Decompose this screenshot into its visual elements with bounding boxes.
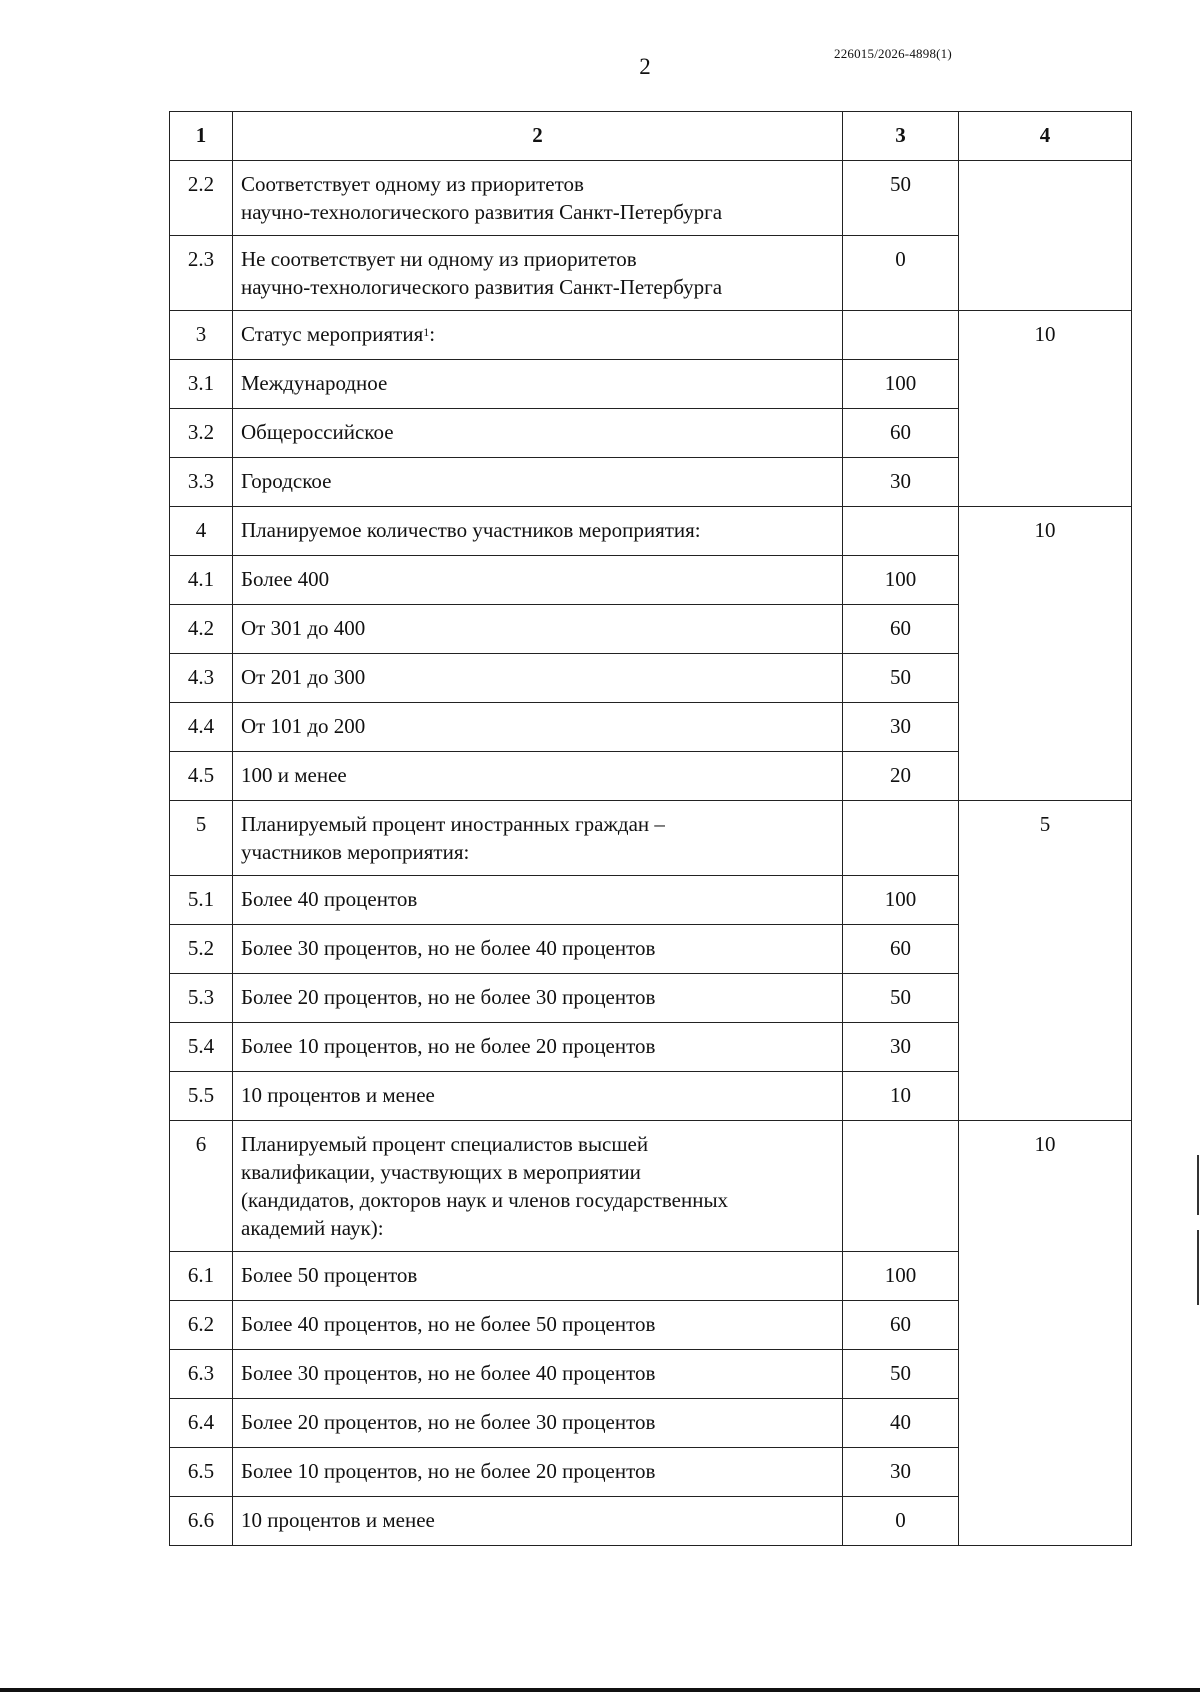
row-weight: [959, 161, 1132, 311]
row-text: Более 20 процентов, но не более 30 процентов: [233, 974, 843, 1023]
row-score: 40: [843, 1399, 959, 1448]
row-weight: 5: [959, 801, 1132, 1121]
footnote-marker: 1: [423, 325, 430, 339]
row-number: 4.1: [170, 556, 233, 605]
column-header: 1: [170, 112, 233, 161]
row-number: 3.1: [170, 360, 233, 409]
table-row: [170, 311, 1132, 360]
row-text-suffix: :: [429, 322, 436, 346]
row-number: 6.4: [170, 1399, 233, 1448]
row-score: 100: [843, 1252, 959, 1301]
row-text: Более 30 процентов, но не более 40 процентов: [233, 1350, 843, 1399]
row-score: 20: [843, 752, 959, 801]
scan-margin-mark: [1197, 1155, 1199, 1215]
row-number: 4.5: [170, 752, 233, 801]
row-text: 10 процентов и менее: [233, 1072, 843, 1121]
page-number: 2: [639, 54, 651, 79]
row-score: 30: [843, 1023, 959, 1072]
row-number: 6.6: [170, 1497, 233, 1546]
scan-margin-mark: [1197, 1230, 1199, 1305]
row-text: Планируемое количество участников мероприятия:: [233, 507, 843, 556]
column-header: 3: [843, 112, 959, 161]
row-number: 6.3: [170, 1350, 233, 1399]
row-number: 2.3: [170, 236, 233, 311]
row-score: 50: [843, 1350, 959, 1399]
row-score: 0: [843, 236, 959, 311]
row-number: 3.3: [170, 458, 233, 507]
row-text: Городское: [233, 458, 843, 507]
row-score: 100: [843, 556, 959, 605]
row-score: 100: [843, 876, 959, 925]
row-number: 6: [170, 1121, 233, 1252]
table-row: [170, 1121, 1132, 1252]
row-number: 2.2: [170, 161, 233, 236]
row-text-line: Соответствует одному из приоритетов научно-технологического развития Санкт-Петербурга: [241, 172, 723, 224]
criteria-table: [169, 111, 1132, 1546]
table-row: [170, 801, 1132, 876]
row-score: [843, 1121, 959, 1252]
row-text: От 201 до 300: [233, 654, 843, 703]
row-number: 5.1: [170, 876, 233, 925]
row-number: 4.3: [170, 654, 233, 703]
row-text: Более 50 процентов: [233, 1252, 843, 1301]
row-score: 0: [843, 1497, 959, 1546]
column-header: 2: [233, 112, 843, 161]
row-score: 50: [843, 974, 959, 1023]
row-score: 100: [843, 360, 959, 409]
row-score: 50: [843, 161, 959, 236]
document-id: 226015/2026-4898(1): [834, 46, 952, 61]
row-text-line: Не соответствует ни одному из приоритетов научно-технологического развития Санкт-Петербурга: [241, 247, 723, 299]
row-text-main: Статус мероприятия: [241, 322, 424, 346]
row-text: От 301 до 400: [233, 605, 843, 654]
row-text: Международное: [233, 360, 843, 409]
row-number: 6.2: [170, 1301, 233, 1350]
column-header: 4: [959, 112, 1132, 161]
row-number: 5: [170, 801, 233, 876]
row-number: 6.5: [170, 1448, 233, 1497]
row-text: [233, 311, 843, 360]
row-score: 50: [843, 654, 959, 703]
row-score: [843, 311, 959, 360]
row-number: 4: [170, 507, 233, 556]
row-score: 60: [843, 409, 959, 458]
table-row: [170, 507, 1132, 556]
row-score: 30: [843, 703, 959, 752]
row-number: 5.5: [170, 1072, 233, 1121]
row-text: [233, 161, 843, 236]
row-weight: 10: [959, 507, 1132, 801]
row-number: 4.4: [170, 703, 233, 752]
row-number: 5.4: [170, 1023, 233, 1072]
row-text: Более 10 процентов, но не более 20 процентов: [233, 1448, 843, 1497]
row-score: 30: [843, 1448, 959, 1497]
row-score: 60: [843, 925, 959, 974]
table-header-row: [170, 112, 1132, 161]
row-score: [843, 801, 959, 876]
row-text: Более 20 процентов, но не более 30 процентов: [233, 1399, 843, 1448]
row-text: [233, 236, 843, 311]
row-text: Более 40 процентов, но не более 50 процентов: [233, 1301, 843, 1350]
row-weight: 10: [959, 1121, 1132, 1546]
row-number: 5.3: [170, 974, 233, 1023]
row-text: Общероссийское: [233, 409, 843, 458]
row-number: 6.1: [170, 1252, 233, 1301]
row-number: 4.2: [170, 605, 233, 654]
row-number: 3: [170, 311, 233, 360]
row-text: От 101 до 200: [233, 703, 843, 752]
table-row: [170, 161, 1132, 236]
row-text: Более 30 процентов, но не более 40 процентов: [233, 925, 843, 974]
row-text: 100 и менее: [233, 752, 843, 801]
row-weight: 10: [959, 311, 1132, 507]
row-text: Более 40 процентов: [233, 876, 843, 925]
row-text: Планируемый процент специалистов высшей квалификации, участвующих в мероприятии (кандидатов, докторов наук и членов государственных академий наук):: [233, 1121, 843, 1252]
row-number: 3.2: [170, 409, 233, 458]
row-number: 5.2: [170, 925, 233, 974]
row-score: 60: [843, 1301, 959, 1350]
row-score: 30: [843, 458, 959, 507]
row-text: Планируемый процент иностранных граждан – участников мероприятия:: [233, 801, 843, 876]
row-text: Более 400: [233, 556, 843, 605]
row-text: Более 10 процентов, но не более 20 процентов: [233, 1023, 843, 1072]
row-score: 60: [843, 605, 959, 654]
scan-bottom-edge: [0, 1688, 1200, 1692]
row-score: 10: [843, 1072, 959, 1121]
row-text: 10 процентов и менее: [233, 1497, 843, 1546]
row-score: [843, 507, 959, 556]
